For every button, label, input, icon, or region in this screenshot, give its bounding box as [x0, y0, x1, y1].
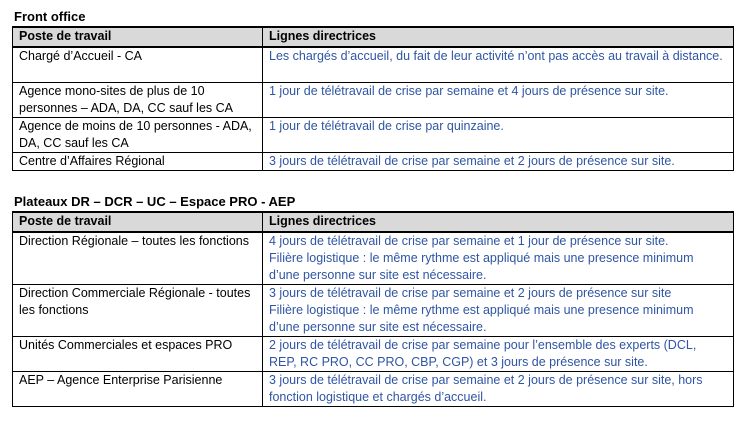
table-row — [13, 372, 734, 407]
header-poste: Poste de travail — [13, 27, 263, 47]
cell-lignes — [263, 153, 734, 171]
lignes-text: Les chargés d’accueil, du fait de leur activité n’ont pas accès au travail à distance. — [269, 49, 723, 63]
header-lignes: Lignes directrices — [263, 212, 734, 232]
section-title-plateaux: Plateaux DR – DCR – UC – Espace PRO - AEP — [14, 194, 296, 209]
cell-poste: Agence mono-sites de plus de 10 personnes – ADA, DA, CC sauf les CA — [13, 83, 263, 118]
table-plateaux — [12, 211, 734, 407]
table-row — [13, 153, 734, 171]
table-header-row — [13, 212, 734, 232]
cell-lignes — [263, 47, 734, 83]
header-lignes: Lignes directrices — [263, 27, 734, 47]
cell-poste: Centre d’Affaires Régional — [13, 153, 263, 171]
cell-lignes — [263, 83, 734, 118]
cell-poste: Unités Commerciales et espaces PRO — [13, 337, 263, 372]
lignes-text: 1 jour de télétravail de crise par quinzaine. — [269, 119, 504, 133]
lignes-text: 3 jours de télétravail de crise par semaine et 2 jours de présence sur site, hors fonction logistique et chargés d’accueil. — [269, 373, 703, 404]
cell-lignes — [263, 337, 734, 372]
lignes-text: 3 jours de télétravail de crise par semaine et 2 jours de présence sur site. — [269, 154, 675, 168]
lignes-text: 2 jours de télétravail de crise par semaine pour l’ensemble des experts (DCL, REP, RC PRO, CC PRO, CBP, CGP) et 3 jours de présence sur site. — [269, 338, 697, 369]
table-front-office — [12, 26, 734, 171]
lignes-text: 1 jour de télétravail de crise par semaine et 4 jours de présence sur site. — [269, 84, 669, 98]
table-row — [13, 118, 734, 153]
cell-poste: Agence de moins de 10 personnes - ADA, DA, CC sauf les CA — [13, 118, 263, 153]
cell-poste: Direction Commerciale Régionale - toutes les fonctions — [13, 285, 263, 337]
table-row — [13, 285, 734, 337]
cell-lignes — [263, 232, 734, 285]
cell-lignes — [263, 118, 734, 153]
table-row — [13, 47, 734, 83]
cell-poste: Direction Régionale – toutes les fonctions — [13, 232, 263, 285]
cell-lignes — [263, 372, 734, 407]
cell-lignes — [263, 285, 734, 337]
table-header-row — [13, 27, 734, 47]
section-title-front-office: Front office — [14, 9, 86, 24]
cell-poste: Chargé d’Accueil - CA — [13, 47, 263, 83]
header-poste: Poste de travail — [13, 212, 263, 232]
lignes-text: 3 jours de télétravail de crise par semaine et 2 jours de présence sur site Filière logistique : le même rythme est appliqué mais une presence minimum d’une personne sur site est nécessaire. — [269, 286, 694, 334]
table-row — [13, 83, 734, 118]
table-row — [13, 232, 734, 285]
lignes-text: 4 jours de télétravail de crise par semaine et 1 jour de présence sur site. Filière logistique : le même rythme est appliqué mais une presence minimum d’une personne sur site est nécessaire. — [269, 234, 694, 282]
cell-poste: AEP – Agence Enterprise Parisienne — [13, 372, 263, 407]
table-row — [13, 337, 734, 372]
